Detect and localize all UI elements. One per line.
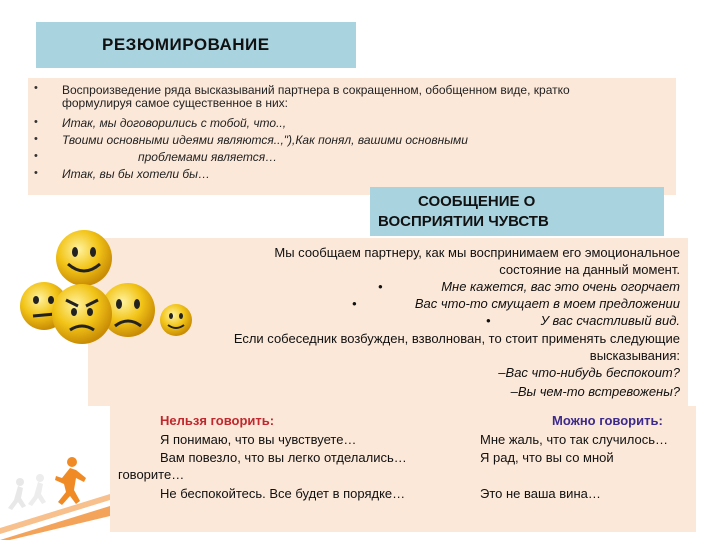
section1-title: РЕЗЮМИРОВАНИЕ bbox=[102, 35, 270, 54]
section2-line: Мы сообщаем партнеру, как мы воспринимаем его эмоциональное bbox=[274, 245, 680, 260]
section2-line: высказывания: bbox=[589, 348, 680, 363]
section1-item: формулируя самое существенное в них: bbox=[62, 96, 289, 110]
section1-title-box bbox=[36, 22, 356, 68]
section1-item: проблемами является… bbox=[138, 150, 278, 164]
section2-title-line2: ВОСПРИЯТИИ ЧУВСТВ bbox=[378, 213, 549, 230]
section1-item: Воспроизведение ряда высказываний партнера в сокращенном, обобщенном виде, кратко bbox=[62, 83, 570, 97]
bullet-icon: • bbox=[34, 150, 38, 162]
section2-line: Мне кажется, вас это очень огорчает bbox=[441, 279, 680, 294]
bullet-icon: • bbox=[378, 279, 383, 294]
section1-item: Итак, мы договорились с тобой, что.., bbox=[62, 116, 287, 130]
bullet-icon: • bbox=[34, 82, 38, 94]
section2-line: Вас что-то смущает в моем предложении bbox=[414, 296, 680, 311]
smiley-faces-illustration bbox=[18, 228, 194, 348]
section2-line: состояние на данный момент. bbox=[499, 262, 680, 277]
happy-face-icon bbox=[56, 230, 112, 286]
section2-line: –Вас что-нибудь беспокоит? bbox=[498, 365, 680, 380]
cannot-say-item: Вам повезло, что вы легко отделались… bbox=[160, 450, 407, 465]
angry-face-icon bbox=[52, 284, 112, 344]
bullet-icon: • bbox=[34, 116, 38, 128]
bullet-icon: • bbox=[352, 296, 357, 311]
can-say-header: Можно говорить: bbox=[552, 413, 663, 428]
cannot-say-item: говорите… bbox=[118, 467, 185, 482]
runner-icon bbox=[28, 474, 46, 506]
can-say-item: Я рад, что вы со мной bbox=[480, 450, 614, 465]
runner-figures-illustration bbox=[0, 428, 110, 540]
cannot-say-item: Я понимаю, что вы чувствуете… bbox=[160, 432, 357, 447]
cannot-say-header: Нельзя говорить: bbox=[160, 413, 275, 428]
section2-line: Если собеседник возбужден, взволнован, то стоит применять следующие bbox=[233, 331, 680, 346]
bullet-icon: • bbox=[34, 167, 38, 179]
bullet-icon: • bbox=[34, 133, 38, 145]
bullet-icon: • bbox=[486, 313, 491, 328]
runner-icon bbox=[8, 478, 26, 510]
section2-line: –Вы чем-то встревожены? bbox=[510, 384, 680, 399]
section1-item: Твоими основными идеями являются..,"),Как понял, вашими основными bbox=[62, 133, 468, 147]
section2-line: У вас счастливый вид. bbox=[540, 313, 680, 328]
cannot-say-item: Не беспокойтесь. Все будет в порядке… bbox=[160, 486, 406, 501]
can-say-item: Мне жаль, что так случилось… bbox=[480, 432, 668, 447]
section1-item: Итак, вы бы хотели бы… bbox=[62, 167, 210, 181]
can-say-item: Это не ваша вина… bbox=[480, 486, 601, 501]
section2-title-box bbox=[370, 187, 664, 236]
section2-title-line1: СООБЩЕНИЕ О bbox=[418, 193, 536, 210]
happy-face-icon bbox=[160, 304, 192, 336]
runner-icon bbox=[55, 457, 86, 505]
